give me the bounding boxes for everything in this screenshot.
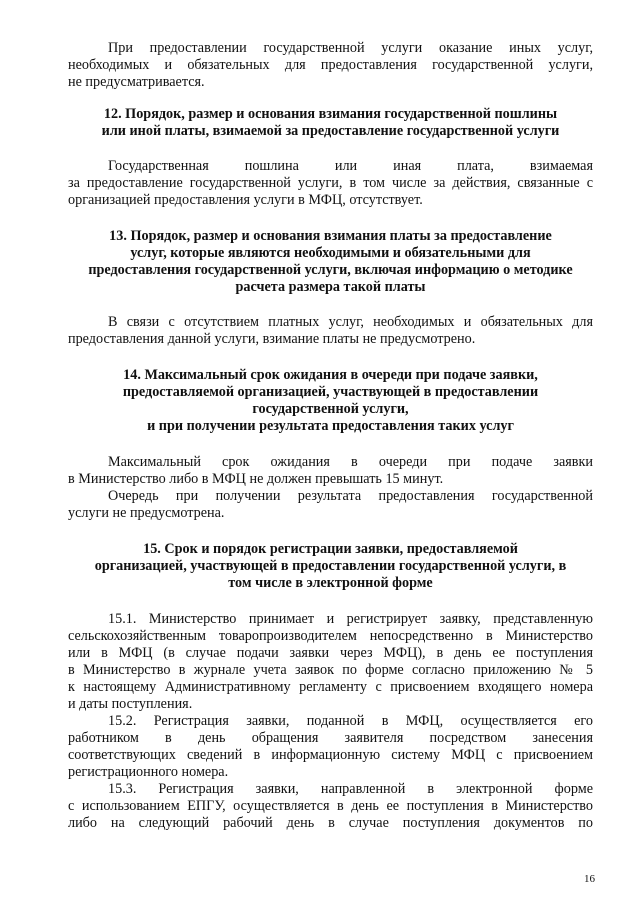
text-line: не предусматривается. [68, 74, 205, 90]
section-heading-line: предоставления государственной услуги, включая информацию о методике [88, 262, 573, 278]
text-line: в Министерство либо в МФЦ не должен превышать 15 минут. [68, 471, 444, 487]
page-number: 16 [584, 873, 595, 885]
text-line: за предоставление государственной услуги, в том числе за действия, связанные с [68, 175, 593, 191]
text-line: или в МФЦ (в случае подачи заявки через МФЦ), в день ее поступления [68, 645, 593, 661]
text-line: Очередь при получении результата предоставления государственной [108, 488, 593, 504]
text-line: организацией предоставления услуги в МФЦ, отсутствует. [68, 192, 423, 208]
section-heading-line: том числе в электронной форме [228, 575, 433, 591]
text-line: необходимых и обязательных для предоставления государственной услуги, [68, 57, 593, 73]
section-heading-line: и при получении результата предоставления таких услуг [147, 418, 514, 434]
text-line: соответствующих сведений в информационную систему МФЦ с присвоением [68, 747, 593, 763]
section-heading-line: государственной услуги, [252, 401, 409, 417]
text-line: и даты поступления. [68, 696, 193, 712]
text-line: Максимальный срок ожидания в очереди при подаче заявки [108, 454, 593, 470]
section-heading-line: 13. Порядок, размер и основания взимания платы за предоставление [109, 228, 552, 244]
text-line: Государственная пошлина или иная плата, взимаемая [108, 158, 593, 174]
text-line: При предоставлении государственной услуги оказание иных услуг, [108, 40, 593, 56]
text-line: 15.2. Регистрация заявки, поданной в МФЦ, осуществляется его [108, 713, 593, 729]
text-line: 15.1. Министерство принимает и регистрирует заявку, представленную [108, 611, 593, 627]
text-line: работником в день обращения заявителя посредством занесения [68, 730, 593, 746]
section-heading-line: 15. Срок и порядок регистрации заявки, предоставляемой [143, 541, 518, 557]
section-heading-line: организацией, участвующей в предоставлении государственной услуги, в [94, 558, 567, 574]
section-heading-line: 14. Максимальный срок ожидания в очереди при подаче заявки, [123, 367, 538, 383]
section-heading-line: 12. Порядок, размер и основания взимания государственной пошлины [103, 106, 558, 122]
text-line: В связи с отсутствием платных услуг, необходимых и обязательных для [108, 314, 593, 330]
text-line: услуги не предусмотрена. [68, 505, 225, 521]
section-heading-line: расчета размера такой платы [235, 279, 426, 295]
text-line: предоставления данной услуги, взимание платы не предусмотрено. [68, 331, 476, 347]
text-line: 15.3. Регистрация заявки, направленной в электронной форме [108, 781, 593, 797]
text-line: к настоящему Административному регламенту с присвоением входящего номера [68, 679, 593, 695]
section-heading-line: предоставляемой организацией, участвующей в предоставлении [122, 384, 539, 400]
section-heading-line: услуг, которые являются необходимыми и обязательными для [130, 245, 531, 261]
text-line: регистрационного номера. [68, 764, 229, 780]
text-line: в Министерство в журнале учета заявок по форме согласно приложению № 5 [68, 662, 593, 678]
text-line: сельскохозяйственным товаропроизводителем непосредственно в Министерство [68, 628, 593, 644]
section-heading-line: или иной платы, взимаемой за предоставление государственной услуги [101, 123, 560, 139]
text-line: либо на следующий рабочий день в случае поступления документов по [68, 815, 593, 831]
text-line: с использованием ЕПГУ, осуществляется в день ее поступления в Министерство [68, 798, 593, 814]
